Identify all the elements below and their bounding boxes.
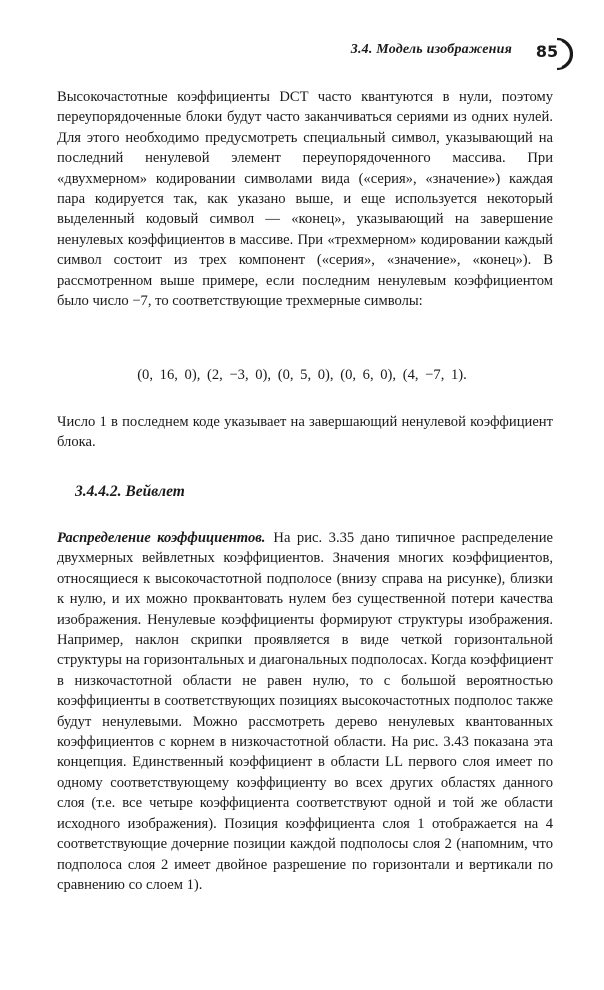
paragraph-wavelet	[57, 528, 553, 895]
paragraph-end-code: Число 1 в последнем коде указывает на завершающий ненулевой коэффициент блока.	[57, 414, 553, 451]
runin-heading: Распределение коэффициентов.	[57, 530, 266, 546]
paragraph-wavelet-text: На рис. 3.35 дано типичное распределение двухмерных вейвлетных коэффициентов. Значения многих коэффициентов, относящиеся к высокочастотной подполосе (внизу справа на рисунке), близки к нулю, и их можно проквантовать нулем без существенной потери качества изображения. Ненулевые коэффициенты формируют структуры изображения. Например, наклон скрипки проявляется в виде четкой горизонтальной структуры на горизонтальных и диагональных подполосах. Когда коэффициент в низкочастотной области не равен нулю, то с большой вероятностью коэффициенты в соответствующих позициях высокочастотных подполос также будут ненулевыми. Можно рассмотреть дерево ненулевых квантованных коэффициентов с корнем в низкочастотной области. На рис. 3.43 показана эта концепция. Единственный коэффициент в области LL первого слоя имеет по одному соответствующему коэффициенту во всех других областях данного слоя (т.е. все четыре коэффициента соответствуют одной и той же области исходного изображения). Позиция коэффициента слоя 1 отображается на 4 соответствующие дочерние позиции каждой подполосы слоя 2 (напомним, что подполоса слоя 2 имеет двойное разрешение по горизонтали и вертикали по сравнению со слоем 1).	[57, 530, 553, 893]
page-number-badge	[533, 36, 573, 72]
page-number: 85	[535, 42, 559, 61]
subsection-heading: 3.4.4.2. Вейвлет	[75, 483, 185, 500]
running-head: 3.4. Модель изображения	[350, 42, 512, 57]
page-header	[0, 36, 604, 76]
formula-3d-symbols: (0, 16, 0), (2, −3, 0), (0, 5, 0), (0, 6, 0), (4, −7, 1).	[137, 367, 467, 383]
paragraph-dct: Высокочастотные коэффициенты DCT часто квантуются в нули, поэтому переупорядоченные блоки будут часто заканчиваться сериями из одних нулей. Для этого необходимо предусмотреть специальный символ, указывающий на последний ненулевой элемент переупорядоченного массива. При «двухмерном» кодировании символами вида («серия», «значение») каждая пара кодируется так, как указано выше, и еще используется некоторый выделенный кодовый символ — «конец», указывающий на завершение ненулевых коэффициентов в массиве. При «трехмерном» кодировании каждый символ состоит из трех компонент («серия», «значение», «конец»). В рассмотренном выше примере, если последним ненулевым коэффициентом было число −7, то соответствующие трехмерные символы:	[57, 89, 553, 310]
